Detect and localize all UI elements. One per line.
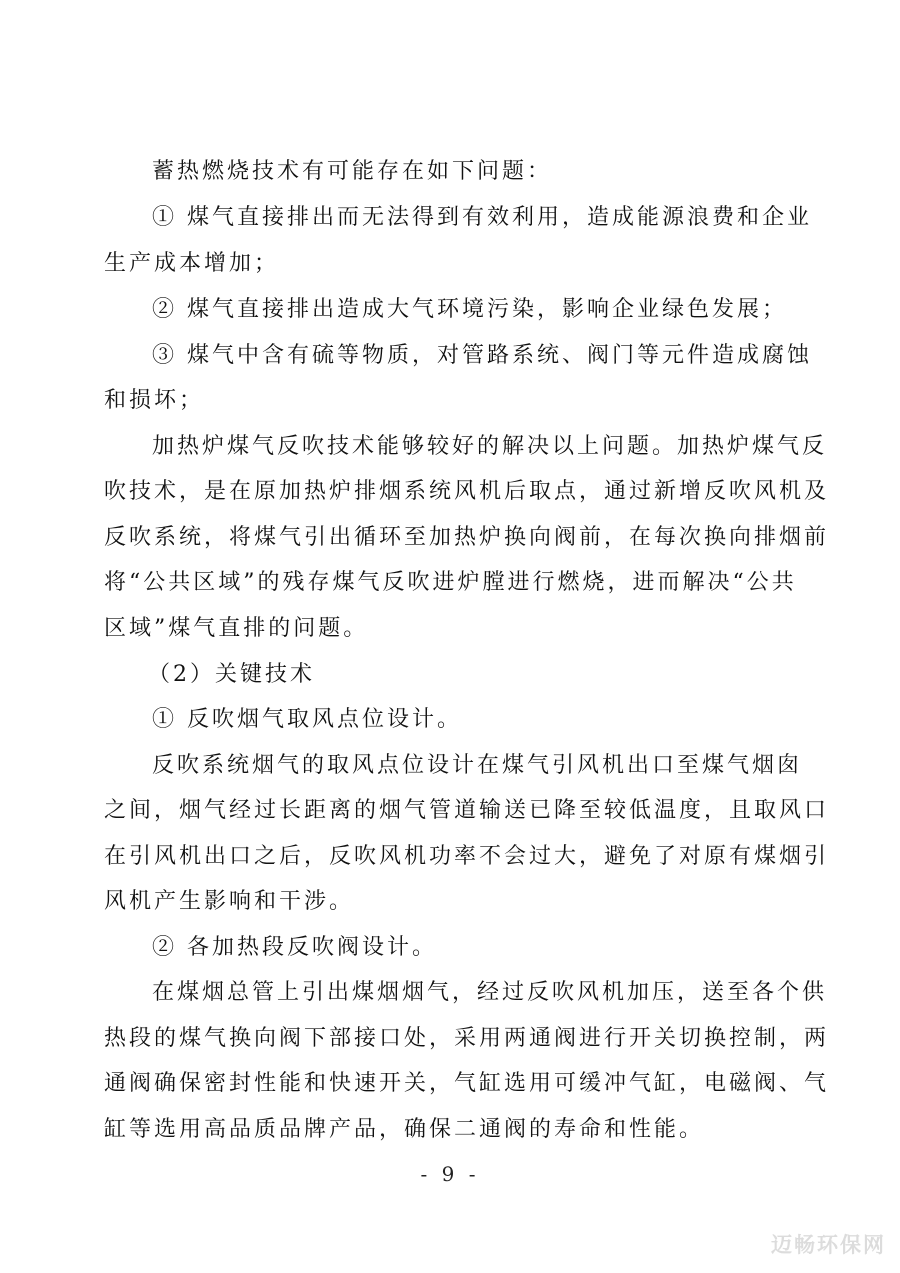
list-item-3-line-2: 和损坏； [104, 388, 205, 413]
list-item-3-line-1: ③ 煤气中含有硫等物质，对管路系统、阀门等元件造成腐蚀 [152, 343, 812, 368]
section-heading: （2）关键技术 [148, 662, 315, 687]
list-item-1-line-2: 生产成本增加； [104, 251, 280, 276]
page-number: - 9 - [420, 1162, 480, 1186]
paragraph-valve-line-4: 缸等选用高品质品牌产品，确保二通阀的寿命和性能。 [104, 1117, 705, 1142]
paragraph-intake-line-1: 反吹系统烟气的取风点位设计在煤气引风机出口至煤气烟囱 [152, 753, 803, 778]
paragraph-intro-line: 蓄热燃烧技术有可能存在如下问题： [152, 159, 553, 184]
paragraph-solution-line-1: 加热炉煤气反吹技术能够较好的解决以上问题。加热炉煤气反 [152, 434, 828, 459]
paragraph-intake-line-2: 之间，烟气经过长距离的烟气管道输送已降至较低温度，且取风口 [104, 798, 830, 823]
paragraph-valve-line-2: 热段的煤气换向阀下部接口处，采用两通阀进行开关切换控制，两 [104, 1026, 830, 1051]
paragraph-solution-line-4: 将“公共区域”的残存煤气反吹进炉膛进行燃烧，进而解决“公共 [104, 570, 797, 595]
list-item-1-line-1: ① 煤气直接排出而无法得到有效利用，造成能源浪费和企业 [152, 205, 812, 230]
site-watermark: 迈畅环保网 [771, 1233, 886, 1257]
subsection-heading-1: ① 反吹烟气取风点位设计。 [152, 707, 462, 732]
paragraph-solution-line-2: 吹技术，是在原加热炉排烟系统风机后取点，通过新增反吹风机及 [104, 479, 830, 504]
subsection-heading-2: ② 各加热段反吹阀设计。 [152, 935, 437, 960]
paragraph-intake-line-3: 在引风机出口之后，反吹风机功率不会过大，避免了对原有煤烟引 [104, 844, 830, 869]
paragraph-intake-line-4: 风机产生影响和干涉。 [104, 889, 355, 914]
paragraph-solution-line-3: 反吹系统，将煤气引出循环至加热炉换向阀前，在每次换向排烟前 [104, 525, 830, 550]
list-item-2-line-1: ② 煤气直接排出造成大气环境污染，影响企业绿色发展； [152, 297, 787, 322]
paragraph-valve-line-1: 在煤烟总管上引出煤烟烟气，经过反吹风机加压，送至各个供 [152, 980, 828, 1005]
paragraph-solution-line-5: 区域”煤气直排的问题。 [104, 616, 369, 641]
paragraph-valve-line-3: 通阀确保密封性能和快速开关，气缸选用可缓冲气缸，电磁阀、气 [104, 1071, 830, 1096]
